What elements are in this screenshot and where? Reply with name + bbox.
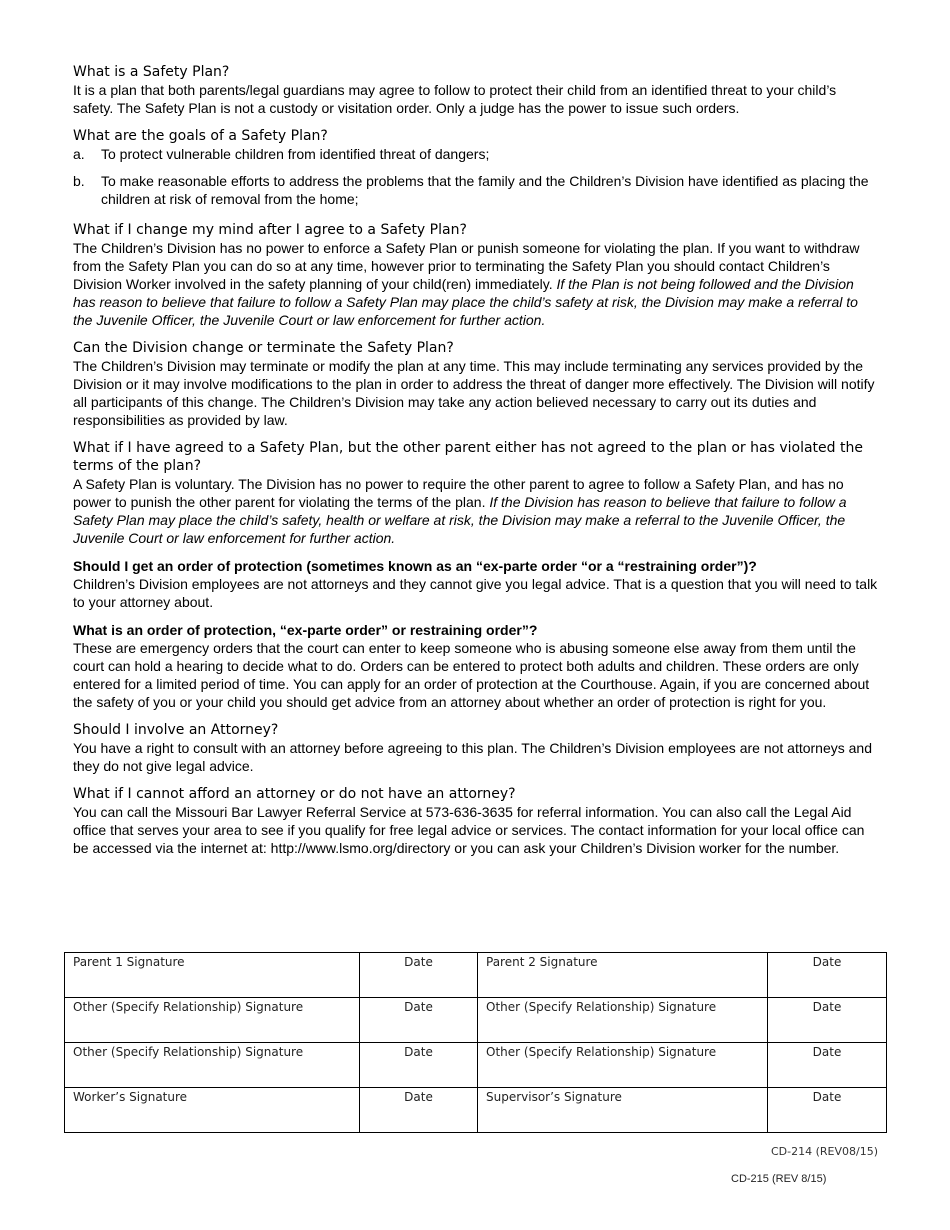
date-field[interactable]: Date — [360, 998, 478, 1043]
list-item — [73, 145, 878, 163]
answer-text: These are emergency orders that the court can enter to keep someone who is abusing someone else away from them until the court can hold a hearing to decide what to do. Orders can be entered to protect both adults and children. These orders are only entered for a limited period of time. You can apply for an order of protection at the Courthouse. Again, if you are concerned about the safety of you or your child you should get advice from an attorney about whether an order of protection is right for you. — [73, 640, 870, 710]
list-item-text: To make reasonable efforts to address the problems that the family and the Children’s Division have identified as placing the children at risk of removal from the home; — [101, 173, 869, 207]
section-other-parent — [73, 439, 878, 547]
question-heading: Can the Division change or terminate the Safety Plan? — [73, 340, 454, 356]
signature-table — [64, 952, 887, 1133]
table-row — [65, 953, 887, 998]
answer-text: The Children’s Division may terminate or modify the plan at any time. This may include terminating any services provided by the Division or it may involve modifications to the plan in order to address the threat of danger more effectively. The Division will notify all participants of this change. The Children’s Division may take any action believed necessary to carry out its duties and responsibilities as provided by law. — [73, 358, 875, 428]
section-goals — [73, 127, 878, 208]
answer-text: It is a plan that both parents/legal guardians may agree to follow to protect their child from an identified threat to your child’s safety. The Safety Plan is not a custody or visitation order. Only a judge has the power to issue such orders. — [73, 82, 837, 116]
answer-plain: A Safety Plan is voluntary. The Division has no power to require the other parent to agree to follow a Safety Plan, and has no power to punish the other parent for violating the terms of the plan. — [73, 476, 844, 510]
answer-text — [73, 475, 878, 547]
section-order-of-protection — [73, 557, 878, 611]
answer-text: You can call the Missouri Bar Lawyer Referral Service at 573-636-3635 for referral information. You can also call the Legal Aid office that serves your area to see if you qualify for free legal advice or services. The contact information for your local office can be accessed via the internet at: http://www.lsmo.org/directory or you can ask your Children’s Division worker for the number. — [73, 804, 865, 856]
signature-field[interactable]: Other (Specify Relationship) Signature — [478, 1043, 768, 1088]
table-row — [65, 1088, 887, 1133]
form-code: CD-214 (REV08/15) — [770, 1145, 878, 1158]
section-division-change — [73, 339, 878, 429]
date-field[interactable]: Date — [768, 1088, 887, 1133]
date-field[interactable]: Date — [360, 953, 478, 998]
signature-field[interactable]: Parent 1 Signature — [65, 953, 360, 998]
list-marker: a. — [73, 146, 85, 162]
section-change-mind — [73, 221, 878, 329]
list-item — [73, 172, 878, 208]
question-heading: What are the goals of a Safety Plan? — [73, 128, 328, 144]
date-field[interactable]: Date — [360, 1088, 478, 1133]
question-heading: What if I have agreed to a Safety Plan, but the other parent either has not agreed to the plan or has violated the terms of the plan? — [73, 440, 863, 474]
signature-field[interactable]: Other (Specify Relationship) Signature — [65, 1043, 360, 1088]
date-field[interactable]: Date — [360, 1043, 478, 1088]
signature-field[interactable]: Parent 2 Signature — [478, 953, 768, 998]
goals-list — [73, 145, 878, 208]
answer-italic: If the Division has reason to believe that failure to follow a Safety Plan may place the child’s safety, health or welfare at risk, the Division may make a referral to the Juvenile Officer, the Juvenile Court or law enforcement for further action. — [73, 494, 847, 546]
question-heading: Should I involve an Attorney? — [73, 722, 279, 738]
answer-italic: If the Plan is not being followed and the Division has reason to believe that failure to follow a Safety Plan may place the child’s safety at risk, the Division may make a referral to the Juvenile Officer, the Juvenile Court or law enforcement for further action. — [73, 276, 858, 328]
section-what-is-safety-plan — [73, 63, 878, 117]
signature-field[interactable]: Other (Specify Relationship) Signature — [65, 998, 360, 1043]
signature-field[interactable]: Other (Specify Relationship) Signature — [478, 998, 768, 1043]
list-item-text: To protect vulnerable children from identified threat of dangers; — [101, 146, 490, 162]
question-heading: What is an order of protection, “ex-parte order” or restraining order”? — [73, 622, 538, 638]
answer-text: You have a right to consult with an attorney before agreeing to this plan. The Children’s Division employees are not attorneys and they do not give legal advice. — [73, 740, 873, 774]
section-afford-attorney — [73, 785, 878, 857]
date-field[interactable]: Date — [768, 1043, 887, 1088]
date-field[interactable]: Date — [768, 998, 887, 1043]
answer-text — [73, 239, 878, 329]
question-heading: Should I get an order of protection (sometimes known as an “ex-parte order “or a “restraining order”)? — [73, 558, 757, 574]
signature-field[interactable]: Worker’s Signature — [65, 1088, 360, 1133]
date-field[interactable]: Date — [768, 953, 887, 998]
answer-text: Children’s Division employees are not attorneys and they cannot give you legal advice. That is a question that you will need to talk to your attorney about. — [73, 576, 878, 610]
table-row — [65, 1043, 887, 1088]
section-attorney — [73, 721, 878, 775]
list-marker: b. — [73, 173, 85, 189]
question-heading: What is a Safety Plan? — [73, 64, 230, 80]
signature-field[interactable]: Supervisor’s Signature — [478, 1088, 768, 1133]
question-heading: What if I cannot afford an attorney or do not have an attorney? — [73, 786, 516, 802]
form-code: CD-215 (REV 8/15) — [731, 1173, 827, 1185]
section-what-is-order — [73, 621, 878, 711]
answer-plain: The Children’s Division has no power to enforce a Safety Plan or punish someone for violating the plan. If you want to withdraw from the Safety Plan you can do so at any time, however prior to terminating the Safety Plan you should contact Children’s Division Worker involved in the safety planning of your child(ren) immediately. — [73, 240, 860, 292]
table-row — [65, 998, 887, 1043]
question-heading: What if I change my mind after I agree to a Safety Plan? — [73, 222, 467, 238]
document-body — [73, 63, 878, 867]
